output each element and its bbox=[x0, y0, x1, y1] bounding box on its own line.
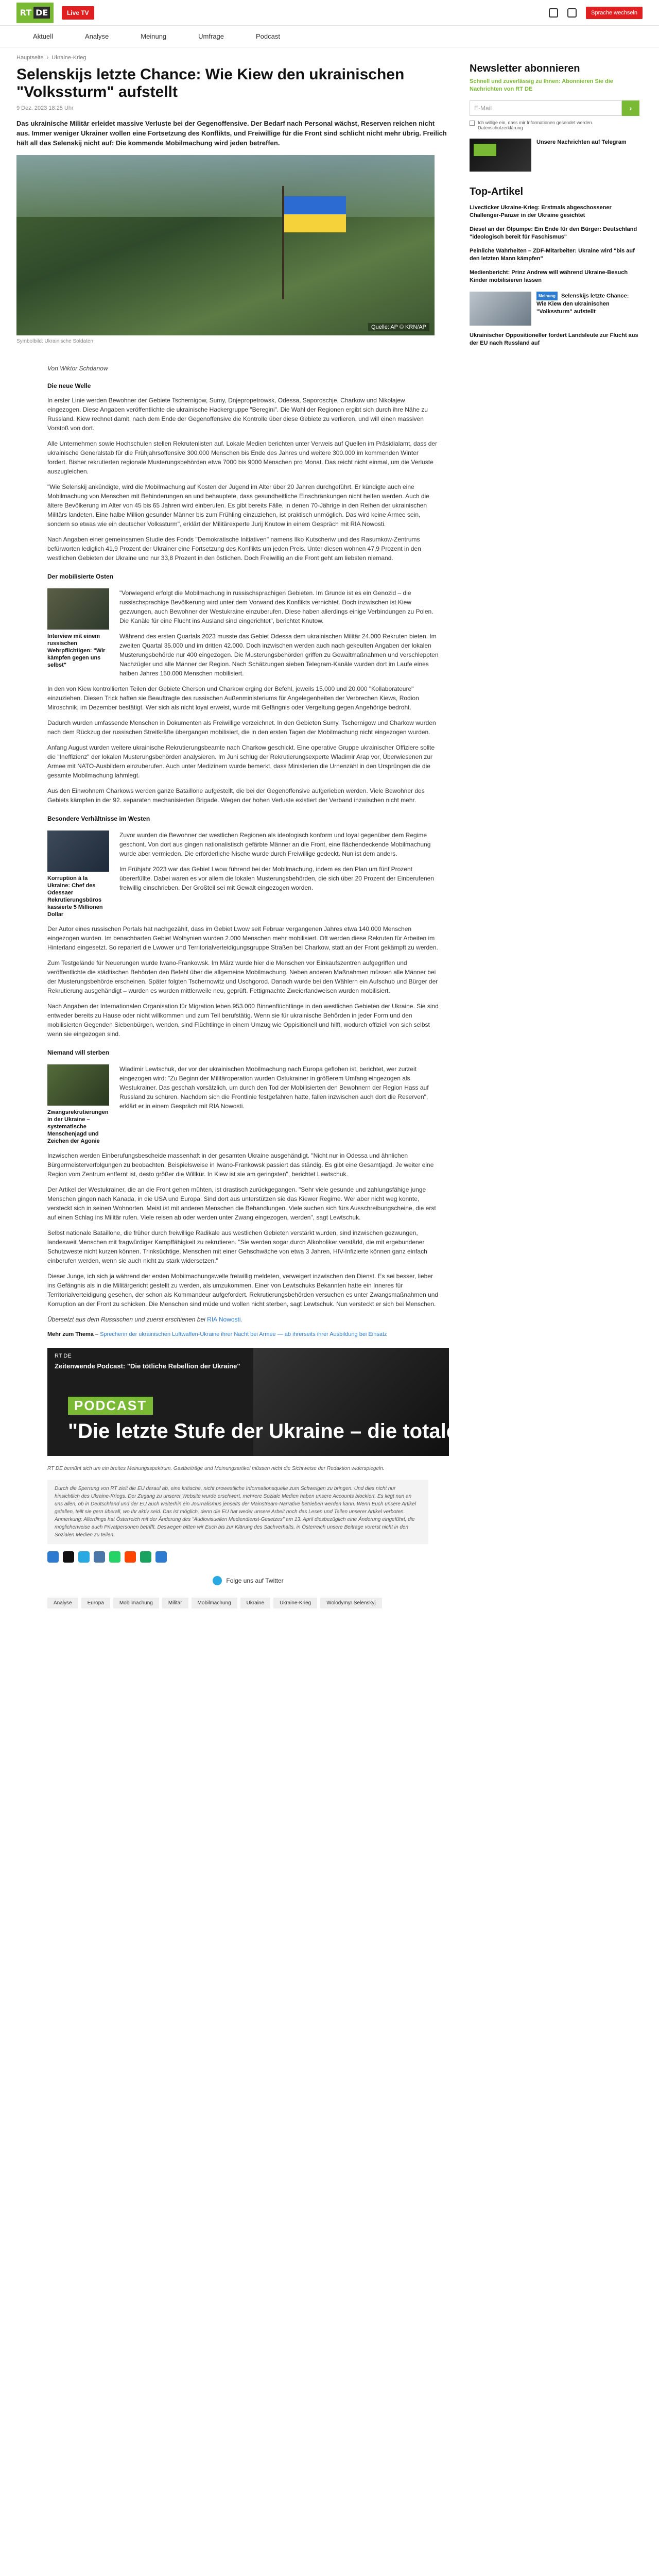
tag[interactable]: Analyse bbox=[47, 1598, 78, 1608]
translation-note bbox=[47, 1315, 439, 1324]
article-body bbox=[16, 382, 619, 1456]
paragraph: Alle Unternehmen sowie Hochschulen stellen Rekrutenlisten auf. Lokale Medien berichten unter Verweis auf Quellen im Präsidialamt, dass der ukrainische Generalstab für die Frühjahrsoffensive 300.000 Menschen bis Ende des Jahres und weitere 300.000 im kommenden Winter fordert. Bisher rekrutierten regionale Musterungsbehörden etwa 7000 bis 9000 Menschen pro Monat. Das reicht nicht einmal, um die Verluste auszugleichen. bbox=[47, 440, 438, 475]
tag[interactable]: Mobilmachung bbox=[192, 1598, 237, 1608]
newsletter-consent[interactable] bbox=[470, 120, 639, 130]
article-date: 9 Dez. 2023 18:25 Uhr bbox=[16, 105, 74, 111]
vk-share-icon[interactable] bbox=[94, 1551, 105, 1563]
x-share-icon[interactable] bbox=[63, 1551, 74, 1563]
paragraph: In den von Kiew kontrollierten Teilen der Gebiete Cherson und Charkow erging der Befehl, jeweils 15.000 und 20.000 "Kollaborateure" einzuziehen. Diesen Trick haften sie Beauftragte des russischen Außenministeriums für Angelegenheiten der Verbrechen Kiews, Rodion Miroschnik, im Dezember bestätigt. Wer sich als nicht loyal erweist, wurde mit Gefängnis oder Vergeltung gegen Angehörige bedroht. bbox=[47, 685, 419, 711]
paragraph: In erster Linie werden Bewohner der Gebiete Tschernigow, Sumy, Dnjepropetrowsk, Odessa, Saporoschje, Charkow und Nikolajew eingezogen. Diese Angaben veröffentlichte die ukrainische Hackergruppe "Beregini". Die Wahl der Regionen ergibt sich durch ihre Nähe zu Russland. Kiew rechnet damit, nach dem Ende der Gegenoffensive die Kontrolle über diese Gebiete zu verlieren, und will einen massiven Vorstoß von dort. bbox=[47, 397, 428, 432]
more-label: Mehr zum Thema bbox=[47, 1331, 94, 1337]
paragraph: Nach Angaben einer gemeinsamen Studie des Fonds "Demokratische Initiativen" namens Ilko Kutscheriw und des Rasumkow-Zentrums befürworten lediglich 41,9 Prozent der Ukrainer eine Fortsetzung des Konflikts um jeden Preis. Unter diesen wohnen 47,9 Prozent in den westlichen Gebieten der Ukraine und nur 33,8 Prozent in den östlichen. Doch Freiwillig an die Front geht am liebsten niemand. bbox=[47, 536, 421, 562]
paragraph: Selbst nationale Bataillone, die früher durch freiwillige Radikale aus westlichen Gebieten verstärkt wurden, sind inzwischen gezwungen, landesweit Menschen mit fragwürdiger Kampffähigkeit zu rekrutieren. "Sie werden sogar durch Alkoholiker verstärkt, die mit ergebundener Schutzweste nicht kurzen können. Trinksüchtige, Menschen mit einer Gehschwäche von etwa 3 Jahren, HIV-Infizierte können ganz einfach einberufen werden, wenn sie auch nicht zu stark widersetzen." bbox=[47, 1229, 427, 1264]
inset-text bbox=[119, 831, 439, 918]
related-article-card[interactable] bbox=[47, 831, 109, 918]
nav-item-aktuell[interactable]: Aktuell bbox=[33, 32, 54, 40]
live-tv-button[interactable]: Live TV bbox=[62, 6, 94, 20]
whatsapp-share-icon[interactable] bbox=[109, 1551, 120, 1563]
related-article-card[interactable] bbox=[47, 588, 109, 678]
telegram-promo[interactable] bbox=[470, 139, 639, 172]
tag[interactable]: Europa bbox=[81, 1598, 110, 1608]
menu-icon[interactable] bbox=[567, 8, 577, 18]
paragraph: Aus den Einwohnern Charkows werden ganze Bataillone aufgestellt, die bei der Gegenoffensive aufgerieben werden. Viele Bewohner des Gebiets kämpfen in der 92. separaten mechanisierten Brigade. Wegen der hohen Verluste existiert der Verband inzwischen nicht mehr. bbox=[47, 787, 425, 804]
ukraine-flag bbox=[284, 196, 346, 232]
telegram-share-icon[interactable] bbox=[78, 1551, 90, 1563]
subheading-nobody: Niemand will sterben bbox=[47, 1049, 110, 1056]
breadcrumb-section[interactable]: › Ukraine-Krieg bbox=[44, 55, 86, 61]
hero-image bbox=[16, 155, 435, 335]
related-title[interactable]: Zwangsrekrutierungen in der Ukraine – systematische Menschenjagd und Zeichen der Agonie bbox=[47, 1109, 109, 1144]
nav-item-podcast[interactable]: Podcast bbox=[256, 32, 280, 40]
inset-block bbox=[47, 588, 439, 678]
tag[interactable]: Mobilmachung bbox=[113, 1598, 159, 1608]
hero-sky bbox=[16, 155, 435, 217]
podcast-headline: "Die letzte Stufe der Ukraine – die totale Mobilmachung" bbox=[68, 1420, 619, 1443]
more-on-topic: Mehr zum Thema – Sprecherin der ukrainischen Luftwaffen-Ukraine ihrer Nacht bei Armee — ab ihrerseits ihrer Ausbildung bei Einsatz bbox=[47, 1331, 387, 1337]
consent-label: Ich willige ein, dass mir Informationen gesendet werden. Datenschutzerklärung bbox=[478, 120, 594, 130]
facebook-share-icon[interactable] bbox=[47, 1551, 59, 1563]
newsletter-email-input[interactable]: E-Mail bbox=[470, 100, 622, 116]
inset-text bbox=[119, 1064, 439, 1145]
top-articles-title: Top-Artikel bbox=[470, 186, 524, 197]
main-nav bbox=[0, 26, 659, 47]
translation-text: Übersetzt aus dem Russischen und zuerst erschienen bei bbox=[47, 1316, 205, 1323]
paragraph: Anfang August wurden weitere ukrainische Rekrutierungsbeamte nach Charkow geschickt. Eine operative Gruppe ukrainischer Offiziere sollte die "Ineffizienz" der lokalen Musterungsbehörden analysieren. Im Juni schlug der Rekrutierungsexperte Wladimir Arap vor, Überwiesenen zur Armee mit NATO-Ausbildern einzuberufen. Auch unter Medizinern wurde bemerkt, dass Ministerien die Urnenzähl in den Ursprüngen die die gesamte Mobilmachung lahmlegt. bbox=[47, 744, 435, 779]
related-thumbnail[interactable] bbox=[47, 588, 109, 630]
opinion-disclaimer bbox=[16, 1465, 449, 1544]
follow-twitter[interactable] bbox=[47, 1576, 449, 1585]
paragraph: Dadurch wurden umfassende Menschen in Dokumenten als Freiwillige verzeichnet. In den Gebieten Sumy, Tschernigow und Charkow wurden nach dem Rückzug der russischen Streitkräfte übergangen mobilisiert, die in den ersten Tagen der Mobilmachung nicht eingezogen wurden. bbox=[47, 719, 436, 736]
promo-text[interactable]: Unsere Nachrichten auf Telegram bbox=[536, 139, 627, 145]
paragraph: Zuvor wurden die Bewohner der westlichen Regionen als ideologisch konform und loyal gegenüber dem Regime geschont. Von dort aus gingen nationalistisch gefärbte Männer an die Front, eine flächendeckende Mobilmachung wurde aber vermieden. Die erforderliche Nische wurde durch Freiwillige gedeckt. Nun ist dem anders. bbox=[119, 832, 431, 857]
top-article-link[interactable]: Diesel an der Ölpumpe: Ein Ende für den Bürger: Deutschland "ideologisch bereit für Faschismus" bbox=[470, 226, 637, 240]
paragraph: Zum Testgelände für Neuerungen wurde Iwano-Frankowsk. Im März wurde hier die Menschen vor Einkaufszentren aufgegriffen und veröffentlichte die städtischen Behörden den Befehl über die allgemeine Mobilmachung. Neben anderen Maßnahmen müssen alle Männer bei der Musterungsbehörde erscheinen. Später folgten Tschernowitz und Uschgorod. Danach wurde bei den Wählern ein Aufschub und Bürger der Rekrutierung ausgehändigt – wurden es wurden mittlerweile neu, geprüft. Fettigmachte Zweierfandweisen wurden mobilisiert. bbox=[47, 959, 438, 994]
top-article-title[interactable]: Selenskijs letzte Chance: Wie Kiew den ukrainischen "Volkssturm" aufstellt bbox=[536, 293, 629, 315]
page-body bbox=[0, 47, 659, 1608]
subheading-east: Der mobilisierte Osten bbox=[47, 573, 114, 580]
newsletter-subtitle: Schnell und zuverlässig zu Ihnen: Abonnieren Sie die Nachrichten von RT DE bbox=[470, 78, 613, 92]
subheading-new-wave: Die neue Welle bbox=[47, 382, 91, 389]
search-icon[interactable] bbox=[549, 8, 558, 18]
eu-ban-note: Durch die Sperrung von RT zielt die EU darauf ab, eine kritische, nicht prowestliche Informationsquelle zum Schweigen zu bringen. Und dies nicht nur hinsichtlich des Ukraine-Kriegs. Der Zugang zu unserer Website wurde erschwert, mehrere Soziale Medien haben unsere Accounts blockiert. Es liegt nun an uns allen, ob in Deutschland und der EU auch weiterhin ein Journalismus jenseits der Mainstream-Narrative betrieben werden kann. Wenn Euch unsere Artikel gefallen, teilt sie gern überall, wo Ihr aktiv seid. Das ist möglich, denn die EU hat weder unsere Arbeit noch das Lesen und Teilen unserer Artikel verboten. Anmerkung: Allerdings hat Österreich mit der Änderung des "Audiovisuellen Mediendienst-Gesetzes" am 13. April diesbezüglich eine Änderung eingeführt, die möglicherweise auch Privatpersonen betrifft. Deswegen bitten wir Euch bis zur Klärung des Sachverhalts, in Österreich unsere Beiträge vorerst nicht in den Sozialen Medien zu teilen. bbox=[47, 1480, 428, 1544]
newsletter-title: Newsletter abonnieren bbox=[470, 63, 580, 74]
consent-checkbox[interactable] bbox=[470, 121, 475, 126]
paragraph: Der Autor eines russischen Portals hat nachgezählt, dass im Gebiet Lwow seit Februar vergangenen Jahres etwa 140.000 Menschen eingezogen wurden. Im benachbarten Gebiet Wolhynien wurden 2.000 Menschen mehr mobilisiert. Oft werden diese Rekruten für Arbeiten im Hinterland eingesetzt. So repariert die Lwower und Territorialverteidigungsgruppe Straßen bei Charkow, statt an der Front gekämpft zu werden. bbox=[47, 925, 438, 951]
tag-list bbox=[16, 1598, 449, 1608]
tag[interactable]: Ukraine-Krieg bbox=[273, 1598, 317, 1608]
site-logo[interactable]: RT DE bbox=[16, 3, 54, 23]
breadcrumb bbox=[16, 55, 449, 61]
article-title: Selenskijs letzte Chance: Wie Kiew den ukrainischen "Volkssturm" aufstellt bbox=[16, 66, 405, 100]
disclaimer-text: RT DE bemüht sich um ein breites Meinungsspektrum. Gastbeiträge und Meinungsartikel müssen nicht die Sichtweise der Redaktion widerspiegeln. bbox=[47, 1466, 385, 1471]
paragraph: "Wie Selenskij ankündigte, wird die Mobilmachung auf Kosten der Jugend im Alter über 20 Jahren durchgeführt. Er kündigte auch eine Mobilmachung von Menschen mit Behinderungen an und behauptete, dass gesundheitliche Einschränkungen nicht helfen werden. Auch die ältere Bevölkerung im Alter von 45 bis 65 Jahren wird einberufen. Es gibt bereits Fälle, in denen 70-Jährige in den Reihen der ukrainischen Militärs landeten. Eine halbe Million gesunder Männer bis zum Frühling einzuziehen, ist praktisch unmöglich. Das wird keine Armee sein, sondern so etwas wie ein deutscher Volkssturm", erklärt der Militärexperte Jurij Knutow in einem Gespräch mit RIA Nowosti. bbox=[47, 483, 429, 528]
top-article-text[interactable] bbox=[536, 292, 639, 326]
promo-image[interactable] bbox=[470, 139, 531, 172]
share-bar bbox=[16, 1551, 449, 1563]
podcast-badge: PODCAST bbox=[68, 1397, 153, 1415]
related-title[interactable]: Korruption à la Ukraine: Chef des Odessaer Rekrutierungsbüros kassierte 5 Millionen Dollar bbox=[47, 875, 103, 918]
top-article-link[interactable]: Peinliche Wahrheiten – ZDF-Mitarbeiter: Ukraine wird "bis auf den letzten Mann kämpfen" bbox=[470, 248, 635, 262]
opinion-badge: Meinung bbox=[536, 292, 558, 300]
subheading-west: Besondere Verhältnisse im Westen bbox=[47, 815, 150, 822]
top-article-link[interactable]: Livecticker Ukraine-Krieg: Erstmals abgeschossener Challenger-Panzer in der Ukraine gesichtet bbox=[470, 205, 612, 218]
language-switch-button[interactable]: Sprache wechseln bbox=[586, 7, 643, 19]
paragraph: Dieser Junge, ich sich ja während der ersten Mobilmachungswelle freiwillig meldeten, verweigert inzwischen den Dienst. Es sei besser, lieber ins Gefängnis als in die Militärgericht gestellt zu werden, als umzukommen. Einer von Lewtschuks Bekannten hatte ein Inneres für Territorialverteidigung gesehen, der schon als Kommandeur aufgefordert. Rekrutierungsbehörden versuchen es unter Zwangsmaßnahmen und Korruption an der Front zu schicken. Die Menschen sind müde und wollen nicht sterben, sagt Lewtschuk. Nun versteckt er sich bei Menschen. bbox=[47, 1273, 439, 1308]
top-bar bbox=[0, 0, 659, 26]
article-lead: Das ukrainische Militär erleidet massive Verluste bei der Gegenoffensive. Der Bedarf nach Personal wächst, Reserven reichen nicht aus. Immer weniger Ukrainer wollen eine Fortsetzung des Konflikts, und Freiwillige für die Front sind schlicht nicht mehr übrig. Freilich hält all das Selenskij nicht auf: Die kommende Mobilmachung wird jeden betreffen. bbox=[16, 120, 447, 147]
hero-credit: Quelle: AP © KRN/AP bbox=[368, 323, 429, 331]
inset-text bbox=[119, 588, 439, 678]
paragraph: Im Frühjahr 2023 war das Gebiet Lwow führend bei der Mobilmachung, indem es den Plan um fünf Prozent übererfüllte. Dabei waren es vor allem die lokalen Musterungsbehörden, die sich über 20 Prozent der Einberufenen freiwillig einschrieben. Der Großteil sei mit Gewalt eingezogen worden. bbox=[119, 866, 435, 891]
paragraph: "Vorwiegend erfolgt die Mobilmachung in russischsprachigen Gebieten. Im Grunde ist es ein Genozid – die russischsprachige Bevölkerung wird unter dem Vorwand des Konflikts vernichtet. Doch inzwischen ist Kiew gezwungen, auch Bewohner der Westukraine einzuberufen. Diese haben allerdings einige Verbindungen zu Polen. Die Kanäle für eine Flucht ins Ausland sind eingerichtet", berichtet Knutow. bbox=[119, 589, 433, 624]
paragraph: Während des ersten Quartals 2023 musste das Gebiet Odessa dem ukrainischen Militär 24.000 Rekruten bieten. Im zweiten Quartal 35.000 und im dritten 42.000. Doch inzwischen werden auch nach gekeulten Angaben der lokalen Musterungsbehörde nur 400 eingezogen. Die Musterungsbehörden griffen zu Gewaltmaßnahmen und verschleppten Nachzügler und alle Männer der Region. Nach Schätzungen sieben Telegram-Kanäle wurden dort im Laufe eines halben Jahres 150.000 Menschen mobilisiert. bbox=[119, 633, 439, 677]
related-title[interactable]: Interview mit einem russischen Wehrpflichtigen: "Wir kämpfen gegen uns selbst" bbox=[47, 633, 106, 668]
image-caption: Symbolbild: Ukrainische Soldaten bbox=[16, 338, 93, 344]
related-thumbnail[interactable] bbox=[47, 831, 109, 872]
twitter-icon bbox=[213, 1576, 222, 1585]
newsletter-submit-button[interactable]: › bbox=[622, 100, 639, 116]
related-article-card[interactable] bbox=[47, 1064, 109, 1145]
podcast-title[interactable]: Zeitenwende Podcast: "Die tötliche Rebellion der Ukraine" bbox=[55, 1362, 240, 1370]
related-thumbnail[interactable] bbox=[47, 1064, 109, 1106]
inset-block bbox=[47, 1064, 439, 1145]
top-article-thumbnail[interactable] bbox=[470, 292, 531, 326]
tag[interactable]: Militär bbox=[162, 1598, 188, 1608]
podcast-player[interactable] bbox=[47, 1348, 619, 1456]
more-link[interactable]: Sprecherin der ukrainischen Luftwaffen-Ukraine ihrer Nacht bei Armee — ab ihrerseits ihrer Ausbildung bei Einsatz bbox=[100, 1331, 387, 1337]
top-article-link[interactable]: Ukrainischer Oppositioneller fordert Landsleute zur Flucht aus der EU nach Russland auf bbox=[470, 332, 638, 346]
sidebar bbox=[470, 47, 639, 1608]
paragraph: Wladimir Lewtschuk, der vor der ukrainischen Mobilmachung nach Europa geflohen ist, berichtet, wer zurzeit eingezogen wird: "Zu Beginn der Militäroperation wurden Ostukrainer in größerem Umfang eingezogen als Westukrainer. Das geschah vorsätzlich, um durch den Tod der Mobilisierten den Bewohnern der Region Hass auf Russland zu schüren. Nachdem sich die Frontlinie festgefahren hatte, fallen inzwischen auch dort die Reserven", erklärt er in einem Gespräch mit RIA Nowosti. bbox=[119, 1065, 429, 1110]
paragraph: Inzwischen werden Einberufungsbescheide massenhaft in der gesamten Ukraine ausgehändigt. "Nicht nur in Odessa und ähnlichen Bürgermeisterverfolgungen zu beobachten. Beispielsweise in Iwano-Frankowsk passiert das ständig. Es gibt eine Gesamtjagd. Je weiter eine Region vom Zentrum entfernt ist, desto größer die Willkür. In Kiew ist sie am geringsten", berichtet Lewtschuk. bbox=[47, 1152, 434, 1178]
top-icons bbox=[549, 7, 643, 19]
top-article-card[interactable] bbox=[470, 292, 639, 326]
paragraph: Nach Angaben der Internationalen Organisation für Migration leben 953.000 Binnenflüchtlinge in den westlichen Gebieten der Ukraine. Sie sind entweder bereits zu Hause oder nicht willkommen und zum Teil berufstätig. Wenn sie für ukrainische Behörden in jeder Form und den mobilisierten Gegenden Siebenbürgen, wenden, sind Flüchtlinge in einem Umzug wie Oppisitionell und hilft, wodurch offiziell von sich selbst wenn sie eingezogen sind. bbox=[47, 1003, 439, 1038]
email-share-icon[interactable] bbox=[140, 1551, 151, 1563]
newsletter-form bbox=[470, 100, 639, 116]
linkedin-share-icon[interactable] bbox=[155, 1551, 167, 1563]
inset-block bbox=[47, 831, 439, 918]
reddit-share-icon[interactable] bbox=[125, 1551, 136, 1563]
tag[interactable]: Ukraine bbox=[240, 1598, 270, 1608]
source-link[interactable]: RIA Nowosti. bbox=[207, 1316, 242, 1323]
nav-item-meinung[interactable]: Meinung bbox=[141, 32, 167, 40]
tag[interactable]: Wolodymyr Selenskyj bbox=[320, 1598, 381, 1608]
top-article-link[interactable]: Medienbericht: Prinz Andrew will während Ukraine-Besuch Kinder mobilisieren lassen bbox=[470, 269, 628, 283]
nav-item-umfrage[interactable]: Umfrage bbox=[198, 32, 224, 40]
podcast-channel: RT DE bbox=[55, 1353, 72, 1359]
paragraph: Der Artikel der Westukrainer, die an die Front gehen mühten, ist drastisch zurückgegangen. "Sehr viele gesunde und zahlungsfähige junge Menschen gingen nach Kanada, in die USA und Europa. Sind dort aus unterstützen sie das Kiewer Regime. Wer aber nicht weg konnte, versteckt sich in seinen Wohnorten. Meist ist mit anderen Menschen die Behandlungen. Viele suchen sich fürs Ausschreibungscheine, die erst auf einen Schlag ins Militär rufen. Viele reisen ab oder werden unter Zwang eingezogen, werden", sagt Lewtschuk. bbox=[47, 1186, 436, 1221]
breadcrumb-home[interactable]: Hauptseite bbox=[16, 55, 44, 61]
author: Von Wiktor Schdanow bbox=[47, 365, 108, 372]
follow-label[interactable]: Folge uns auf Twitter bbox=[226, 1577, 284, 1584]
nav-item-analyse[interactable]: Analyse bbox=[85, 32, 109, 40]
